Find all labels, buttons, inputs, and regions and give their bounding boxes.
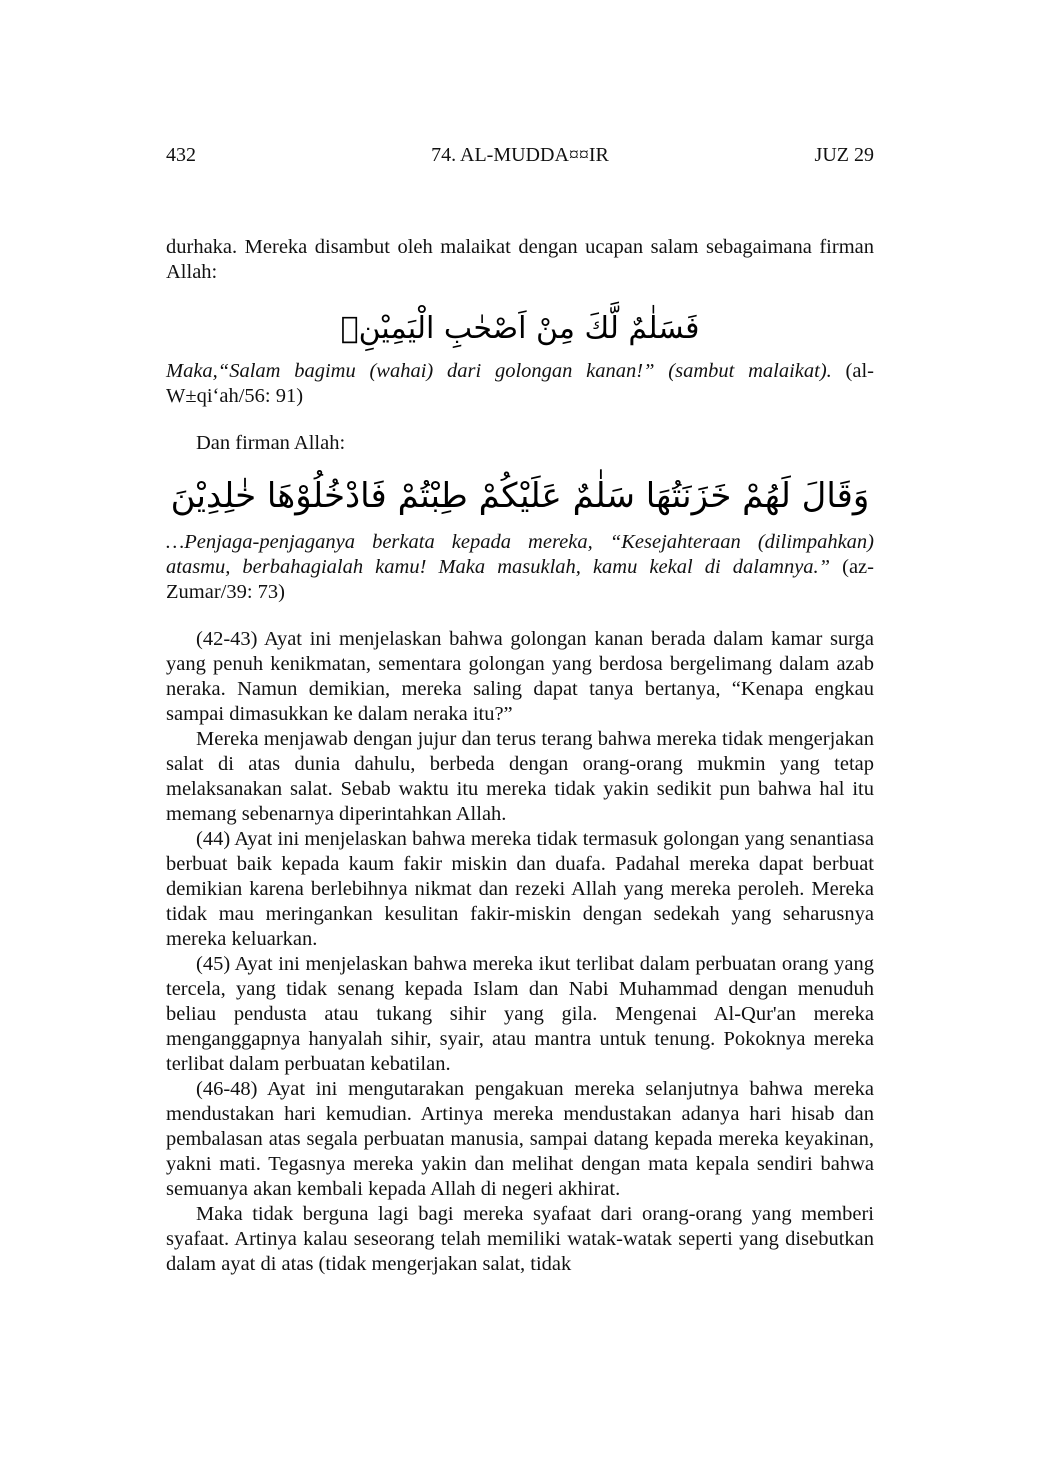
commentary-paragraph-46-48: (46-48) Ayat ini mengutarakan pengakuan mereka selanjutnya bahwa mereka mendustakan hari kemudian. Artinya mereka mendustakan adanya hari hisab dan pembalasan atas segala perbuatan manusia, sampai datang kepada mereka keyakinan, yakni mati. Tegasnya mereka yakin dan melihat dengan mata kepala sendiri bahwa semuanya akan kembali kepada Allah di negeri akhirat. <box>166 1078 874 1200</box>
intro-paragraph: durhaka. Mereka disambut oleh malaikat dengan ucapan salam sebagaimana firman Allah: <box>166 236 874 283</box>
translation-1-text: Maka,“Salam bagimu (wahai) dari golongan kanan!” (sambut malaikat). <box>166 360 832 382</box>
translation-1-reference: (al-W±qi‘ah/56: 91) <box>166 360 874 407</box>
surah-title: 74. AL-MUDDA¤¤IR <box>431 144 609 166</box>
arabic-verse-1: فَسَلٰمٌ لَّكَ مِنْ اَصْحٰبِ الْيَمِيْنِۗ <box>340 311 700 346</box>
page-number: 432 <box>166 144 196 166</box>
commentary-paragraph-45: (45) Ayat ini menjelaskan bahwa mereka ikut terlibat dalam perbuatan orang yang tercela, yang tidak senang kepada Islam dan Nabi Muhammad dengan menuduh beliau pendusta atau tukang sihir yang gila. Mengenai Al-Qur'an mereka menganggapnya hanyalah sihir, syair, atau mantra untuk tenung. Pokoknya mereka terlibat dalam perbuatan kebatilan. <box>166 953 874 1075</box>
juz-label: JUZ 29 <box>814 144 874 166</box>
commentary-paragraph-44: (44) Ayat ini menjelaskan bahwa mereka tidak termasuk golongan yang senantiasa berbuat baik kepada kaum fakir miskin dan duafa. Padahal mereka dapat berbuat demikian karena berlebihnya nikmat dan rezeki Allah yang mereka peroleh. Mereka tidak mau meringankan kesulitan fakir-miskin dengan sedekah yang seharusnya mereka keluarkan. <box>166 828 874 950</box>
page-header <box>166 144 874 174</box>
translation-2-reference: (az-Zumar/39: 73) <box>166 556 874 603</box>
commentary-paragraph-syafaat: Maka tidak berguna lagi bagi mereka syafaat dari orang-orang yang memberi syafaat. Artinya kalau seseorang telah memiliki watak-watak seperti yang disebutkan dalam ayat di atas (tidak mengerjakan salat, tidak <box>166 1203 874 1275</box>
dan-firman-line: Dan firman Allah: <box>196 432 346 454</box>
translation-2 <box>166 530 874 605</box>
translation-1 <box>166 359 874 409</box>
translation-2-text: …Penjaga-penjaganya berkata kepada mereka, “Kesejahteraan (dilimpahkan) atasmu, berbahagialah kamu! Maka masuklah, kamu kekal di dalamnya.” <box>166 531 874 578</box>
arabic-verse-2: وَقَالَ لَهُمْ خَزَنَتُهَا سَلٰمٌ عَلَيْكُمْ طِبْتُمْ فَادْخُلُوْهَا خٰلِدِيْنَ <box>170 476 870 516</box>
commentary-paragraph-jawab: Mereka menjawab dengan jujur dan terus terang bahwa mereka tidak mengerjakan salat di atas dunia dahulu, berbeda dengan orang-orang mukmin yang tetap melaksanakan salat. Sebab waktu itu mereka tidak yakin sedikit pun bahwa hal itu memang sebenarnya diperintahkan Allah. <box>166 728 874 825</box>
page-body <box>166 235 874 1277</box>
commentary-paragraph-42-43: (42-43) Ayat ini menjelaskan bahwa golongan kanan berada dalam kamar surga yang penuh kenikmatan, sementara golongan yang berdosa bergelimang dalam azab neraka. Namun demikian, mereka saling dapat tanya bertanya, “Kenapa engkau sampai dimasukkan ke dalam neraka itu?” <box>166 628 874 725</box>
